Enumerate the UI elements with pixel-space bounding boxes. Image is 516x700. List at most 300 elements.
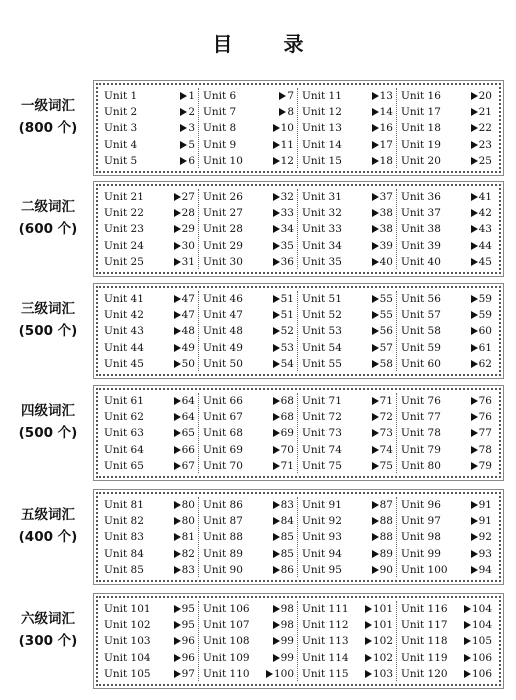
page-reference bbox=[471, 458, 492, 474]
page-number: 102 bbox=[372, 651, 393, 664]
toc-entry[interactable] bbox=[203, 650, 294, 666]
triangle-arrow-icon bbox=[273, 654, 280, 662]
triangle-arrow-icon bbox=[372, 225, 379, 233]
page-reference bbox=[273, 153, 294, 169]
unit-name: Unit 40 bbox=[401, 255, 441, 268]
level-name: 二级词汇 bbox=[21, 199, 75, 215]
unit-name: Unit 114 bbox=[302, 651, 349, 664]
toc-entry[interactable] bbox=[104, 88, 195, 104]
unit-name: Unit 34 bbox=[302, 239, 342, 252]
toc-entry[interactable] bbox=[104, 291, 195, 307]
level-section bbox=[0, 184, 516, 274]
page-number: 34 bbox=[280, 223, 294, 236]
page-number: 85 bbox=[280, 531, 294, 544]
toc-entry[interactable] bbox=[104, 442, 195, 458]
toc-entry[interactable] bbox=[401, 153, 492, 169]
toc-entry[interactable] bbox=[203, 254, 294, 270]
page-number: 52 bbox=[280, 325, 294, 338]
unit-column bbox=[198, 88, 297, 168]
unit-name: Unit 8 bbox=[203, 122, 237, 135]
toc-entry[interactable] bbox=[401, 291, 492, 307]
page-number: 73 bbox=[379, 427, 393, 440]
page-reference bbox=[471, 442, 492, 458]
toc-entry[interactable] bbox=[401, 307, 492, 323]
page-reference bbox=[471, 529, 492, 545]
toc-entry[interactable] bbox=[104, 254, 195, 270]
toc-entry[interactable] bbox=[104, 104, 195, 120]
toc-entry[interactable] bbox=[302, 650, 393, 666]
page-number: 68 bbox=[280, 395, 294, 407]
page-number: 80 bbox=[181, 515, 195, 528]
toc-entry[interactable] bbox=[302, 458, 393, 474]
page-number: 36 bbox=[280, 255, 294, 268]
unit-name: Unit 45 bbox=[104, 357, 144, 370]
unit-column bbox=[396, 393, 495, 473]
toc-entry[interactable] bbox=[302, 153, 393, 169]
page-reference bbox=[464, 601, 492, 617]
page-reference bbox=[174, 601, 195, 617]
page-reference bbox=[273, 650, 294, 666]
triangle-arrow-icon bbox=[180, 108, 187, 116]
toc-entry[interactable] bbox=[401, 497, 492, 513]
toc-entry[interactable] bbox=[203, 393, 294, 409]
page-number: 80 bbox=[181, 499, 195, 511]
unit-name: Unit 104 bbox=[104, 651, 151, 664]
triangle-arrow-icon bbox=[372, 413, 379, 421]
unit-name: Unit 27 bbox=[203, 207, 243, 220]
toc-entry[interactable] bbox=[302, 497, 393, 513]
toc-entry[interactable] bbox=[302, 340, 393, 356]
unit-name: Unit 70 bbox=[203, 459, 243, 472]
level-label bbox=[6, 196, 90, 240]
toc-entry[interactable] bbox=[302, 442, 393, 458]
toc-entry[interactable] bbox=[401, 529, 492, 545]
triangle-arrow-icon bbox=[372, 397, 379, 405]
toc-entry[interactable] bbox=[104, 137, 195, 153]
toc-entry[interactable] bbox=[302, 617, 393, 633]
toc-entry[interactable] bbox=[203, 442, 294, 458]
toc-entry[interactable] bbox=[401, 562, 492, 578]
toc-entry[interactable] bbox=[401, 650, 492, 666]
page-reference bbox=[180, 153, 195, 169]
unit-list-box bbox=[96, 184, 501, 274]
toc-entry[interactable] bbox=[302, 425, 393, 441]
toc-entry[interactable] bbox=[203, 137, 294, 153]
triangle-arrow-icon bbox=[372, 295, 379, 303]
page-reference bbox=[273, 323, 294, 339]
level-section bbox=[0, 492, 516, 582]
page-number: 13 bbox=[379, 90, 393, 102]
unit-name: Unit 1 bbox=[104, 90, 138, 102]
page-number: 58 bbox=[379, 357, 393, 370]
toc-entry[interactable] bbox=[401, 254, 492, 270]
toc-entry[interactable] bbox=[302, 254, 393, 270]
page-number: 86 bbox=[280, 563, 294, 576]
toc-entry[interactable] bbox=[203, 88, 294, 104]
page-number: 102 bbox=[372, 635, 393, 648]
toc-entry[interactable] bbox=[302, 104, 393, 120]
toc-entry[interactable] bbox=[302, 546, 393, 562]
page-number: 76 bbox=[478, 395, 492, 407]
unit-column bbox=[102, 393, 198, 473]
toc-entry[interactable] bbox=[104, 307, 195, 323]
page-title: 目 录 bbox=[212, 32, 326, 56]
toc-entry[interactable] bbox=[401, 458, 492, 474]
toc-entry[interactable] bbox=[104, 633, 195, 649]
toc-entry[interactable] bbox=[203, 153, 294, 169]
toc-entry[interactable] bbox=[203, 291, 294, 307]
toc-entry[interactable] bbox=[203, 307, 294, 323]
page-number: 3 bbox=[188, 122, 195, 135]
toc-entry[interactable] bbox=[104, 546, 195, 562]
toc-entry[interactable] bbox=[104, 221, 195, 237]
page-number: 5 bbox=[188, 138, 195, 151]
toc-entry[interactable] bbox=[302, 323, 393, 339]
unit-name: Unit 77 bbox=[401, 411, 441, 424]
toc-entry[interactable] bbox=[203, 529, 294, 545]
triangle-arrow-icon bbox=[174, 242, 181, 250]
toc-entry[interactable] bbox=[302, 562, 393, 578]
triangle-arrow-icon bbox=[471, 193, 478, 201]
triangle-arrow-icon bbox=[174, 258, 181, 266]
toc-entry[interactable] bbox=[104, 529, 195, 545]
toc-entry[interactable] bbox=[203, 425, 294, 441]
unit-name: Unit 21 bbox=[104, 191, 144, 203]
page-number: 51 bbox=[280, 293, 294, 305]
toc-entry[interactable] bbox=[203, 323, 294, 339]
page-reference bbox=[273, 393, 294, 409]
page-reference bbox=[372, 137, 393, 153]
page-reference bbox=[471, 153, 492, 169]
page-number: 12 bbox=[280, 154, 294, 167]
toc-entry[interactable] bbox=[203, 356, 294, 372]
triangle-arrow-icon bbox=[372, 429, 379, 437]
triangle-arrow-icon bbox=[471, 242, 478, 250]
page-reference bbox=[372, 442, 393, 458]
toc-entry[interactable] bbox=[104, 189, 195, 205]
triangle-arrow-icon bbox=[273, 446, 280, 454]
toc-entry[interactable] bbox=[401, 137, 492, 153]
toc-entry[interactable] bbox=[104, 153, 195, 169]
toc-entry[interactable] bbox=[302, 189, 393, 205]
unit-name: Unit 97 bbox=[401, 515, 441, 528]
toc-entry[interactable] bbox=[203, 120, 294, 136]
toc-entry[interactable] bbox=[104, 323, 195, 339]
unit-name: Unit 91 bbox=[302, 499, 342, 511]
triangle-arrow-icon bbox=[273, 344, 280, 352]
triangle-arrow-icon bbox=[174, 327, 181, 335]
triangle-arrow-icon bbox=[372, 311, 379, 319]
page-number: 64 bbox=[181, 411, 195, 424]
page-reference bbox=[464, 666, 492, 682]
page-reference bbox=[174, 617, 195, 633]
page-reference bbox=[266, 666, 294, 682]
page-reference bbox=[273, 562, 294, 578]
toc-entry[interactable] bbox=[401, 633, 492, 649]
toc-entry[interactable] bbox=[302, 633, 393, 649]
triangle-arrow-icon bbox=[174, 209, 181, 217]
unit-name: Unit 67 bbox=[203, 411, 243, 424]
page-number: 55 bbox=[379, 309, 393, 322]
toc-entry[interactable] bbox=[104, 562, 195, 578]
toc-entry[interactable] bbox=[104, 340, 195, 356]
toc-entry[interactable] bbox=[302, 666, 393, 682]
toc-entry[interactable] bbox=[104, 120, 195, 136]
toc-entry[interactable] bbox=[104, 205, 195, 221]
toc-entry[interactable] bbox=[401, 617, 492, 633]
toc-entry[interactable] bbox=[401, 546, 492, 562]
toc-entry[interactable] bbox=[302, 409, 393, 425]
page-number: 38 bbox=[379, 223, 393, 236]
toc-entry[interactable] bbox=[104, 650, 195, 666]
page-reference bbox=[174, 529, 195, 545]
triangle-arrow-icon bbox=[273, 637, 280, 645]
toc-entry[interactable] bbox=[203, 617, 294, 633]
toc-entry[interactable] bbox=[203, 189, 294, 205]
toc-entry[interactable] bbox=[401, 425, 492, 441]
toc-entry[interactable] bbox=[203, 633, 294, 649]
page-reference bbox=[471, 497, 492, 513]
page-number: 35 bbox=[280, 239, 294, 252]
page-number: 8 bbox=[287, 106, 294, 119]
toc-entry[interactable] bbox=[203, 497, 294, 513]
page-number: 99 bbox=[280, 651, 294, 664]
toc-entry[interactable] bbox=[104, 458, 195, 474]
unit-name: Unit 106 bbox=[203, 603, 250, 615]
toc-entry[interactable] bbox=[401, 120, 492, 136]
unit-column bbox=[297, 291, 396, 371]
toc-entry[interactable] bbox=[401, 393, 492, 409]
triangle-arrow-icon bbox=[372, 550, 379, 558]
page-number: 51 bbox=[280, 309, 294, 322]
page-number: 101 bbox=[372, 603, 393, 615]
level-section bbox=[0, 596, 516, 686]
triangle-arrow-icon bbox=[471, 141, 478, 149]
toc-entry[interactable] bbox=[401, 340, 492, 356]
unit-name: Unit 38 bbox=[401, 223, 441, 236]
page-number: 106 bbox=[471, 651, 492, 664]
triangle-arrow-icon bbox=[471, 517, 478, 525]
unit-list-box bbox=[96, 492, 501, 582]
page-number: 101 bbox=[372, 619, 393, 632]
toc-entry[interactable] bbox=[401, 356, 492, 372]
toc-entry[interactable] bbox=[203, 601, 294, 617]
page-number: 40 bbox=[379, 255, 393, 268]
toc-entry[interactable] bbox=[401, 104, 492, 120]
triangle-arrow-icon bbox=[180, 92, 187, 100]
unit-name: Unit 112 bbox=[302, 619, 349, 632]
unit-name: Unit 22 bbox=[104, 207, 144, 220]
unit-column bbox=[297, 601, 396, 681]
triangle-arrow-icon bbox=[273, 566, 280, 574]
toc-entry[interactable] bbox=[104, 409, 195, 425]
triangle-arrow-icon bbox=[273, 397, 280, 405]
unit-name: Unit 56 bbox=[401, 293, 441, 305]
page-number: 70 bbox=[280, 443, 294, 456]
unit-name: Unit 84 bbox=[104, 547, 144, 560]
page-number: 83 bbox=[280, 499, 294, 511]
toc-entry[interactable] bbox=[302, 137, 393, 153]
unit-name: Unit 17 bbox=[401, 106, 441, 119]
toc-entry[interactable] bbox=[203, 666, 294, 682]
toc-entry[interactable] bbox=[104, 425, 195, 441]
level-label bbox=[6, 608, 90, 652]
toc-entry[interactable] bbox=[302, 205, 393, 221]
unit-name: Unit 103 bbox=[104, 635, 151, 648]
unit-name: Unit 96 bbox=[401, 499, 441, 511]
page-number: 93 bbox=[478, 547, 492, 560]
toc-entry[interactable] bbox=[203, 340, 294, 356]
toc-entry[interactable] bbox=[104, 666, 195, 682]
toc-entry[interactable] bbox=[401, 88, 492, 104]
toc-entry[interactable] bbox=[401, 238, 492, 254]
triangle-arrow-icon bbox=[372, 327, 379, 335]
toc-entry[interactable] bbox=[302, 88, 393, 104]
toc-entry[interactable] bbox=[302, 356, 393, 372]
toc-entry[interactable] bbox=[401, 323, 492, 339]
triangle-arrow-icon bbox=[471, 397, 478, 405]
toc-entry[interactable] bbox=[401, 601, 492, 617]
unit-name: Unit 79 bbox=[401, 443, 441, 456]
triangle-arrow-icon bbox=[273, 360, 280, 368]
toc-entry[interactable] bbox=[104, 497, 195, 513]
unit-name: Unit 20 bbox=[401, 154, 441, 167]
triangle-arrow-icon bbox=[180, 157, 187, 165]
page-reference bbox=[372, 189, 393, 205]
triangle-arrow-icon bbox=[471, 92, 478, 100]
unit-name: Unit 109 bbox=[203, 651, 250, 664]
page-reference bbox=[273, 356, 294, 372]
unit-name: Unit 42 bbox=[104, 309, 144, 322]
triangle-arrow-icon bbox=[174, 429, 181, 437]
toc-entry[interactable] bbox=[203, 562, 294, 578]
page-number: 20 bbox=[478, 90, 492, 102]
toc-entry[interactable] bbox=[104, 617, 195, 633]
page-reference bbox=[174, 356, 195, 372]
toc-entry[interactable] bbox=[302, 529, 393, 545]
page-reference bbox=[273, 425, 294, 441]
page-number: 1 bbox=[188, 90, 195, 102]
toc-entry[interactable] bbox=[104, 513, 195, 529]
triangle-arrow-icon bbox=[471, 157, 478, 165]
unit-column bbox=[198, 189, 297, 269]
unit-name: Unit 71 bbox=[302, 395, 342, 407]
unit-name: Unit 90 bbox=[203, 563, 243, 576]
page-reference bbox=[174, 205, 195, 221]
page-number: 11 bbox=[280, 138, 294, 151]
triangle-arrow-icon bbox=[273, 124, 280, 132]
toc-entry[interactable] bbox=[302, 307, 393, 323]
unit-name: Unit 69 bbox=[203, 443, 243, 456]
toc-entry[interactable] bbox=[203, 238, 294, 254]
page-reference bbox=[372, 529, 393, 545]
toc-entry[interactable] bbox=[401, 409, 492, 425]
page-reference bbox=[273, 409, 294, 425]
toc-entry[interactable] bbox=[401, 513, 492, 529]
triangle-arrow-icon bbox=[273, 209, 280, 217]
page-number: 60 bbox=[478, 325, 492, 338]
unit-list-box bbox=[96, 388, 501, 478]
triangle-arrow-icon bbox=[471, 360, 478, 368]
triangle-arrow-icon bbox=[372, 108, 379, 116]
triangle-arrow-icon bbox=[174, 360, 181, 368]
unit-name: Unit 30 bbox=[203, 255, 243, 268]
toc-entry[interactable] bbox=[302, 291, 393, 307]
toc-entry[interactable] bbox=[401, 221, 492, 237]
unit-name: Unit 115 bbox=[302, 667, 349, 680]
toc-entry[interactable] bbox=[104, 238, 195, 254]
toc-entry[interactable] bbox=[302, 221, 393, 237]
level-label bbox=[6, 504, 90, 548]
toc-entry[interactable] bbox=[203, 513, 294, 529]
triangle-arrow-icon bbox=[174, 566, 181, 574]
page-number: 92 bbox=[478, 531, 492, 544]
unit-name: Unit 13 bbox=[302, 122, 342, 135]
page-number: 90 bbox=[379, 563, 393, 576]
toc-entry[interactable] bbox=[401, 205, 492, 221]
toc-entry[interactable] bbox=[401, 189, 492, 205]
toc-entry[interactable] bbox=[203, 546, 294, 562]
page-reference bbox=[372, 291, 393, 307]
triangle-arrow-icon bbox=[372, 360, 379, 368]
toc-entry[interactable] bbox=[302, 601, 393, 617]
unit-name: Unit 31 bbox=[302, 191, 342, 203]
page-number: 61 bbox=[478, 341, 492, 354]
unit-name: Unit 92 bbox=[302, 515, 342, 528]
level-label bbox=[6, 298, 90, 342]
triangle-arrow-icon bbox=[471, 225, 478, 233]
toc-entry[interactable] bbox=[302, 238, 393, 254]
toc-entry[interactable] bbox=[203, 104, 294, 120]
toc-entry[interactable] bbox=[203, 458, 294, 474]
toc-entry[interactable] bbox=[302, 513, 393, 529]
page-reference bbox=[174, 254, 195, 270]
page-reference bbox=[180, 104, 195, 120]
page-number: 67 bbox=[181, 459, 195, 472]
page-number: 44 bbox=[478, 239, 492, 252]
level-name: 三级词汇 bbox=[21, 301, 75, 317]
toc-entry[interactable] bbox=[401, 442, 492, 458]
unit-name: Unit 4 bbox=[104, 138, 138, 151]
toc-entry[interactable] bbox=[203, 205, 294, 221]
page-reference bbox=[174, 425, 195, 441]
toc-entry[interactable] bbox=[302, 120, 393, 136]
toc-entry[interactable] bbox=[203, 409, 294, 425]
triangle-arrow-icon bbox=[471, 413, 478, 421]
toc-entry[interactable] bbox=[104, 601, 195, 617]
toc-entry[interactable] bbox=[104, 393, 195, 409]
page-number: 28 bbox=[181, 207, 195, 220]
toc-entry[interactable] bbox=[302, 393, 393, 409]
page-reference bbox=[180, 88, 195, 104]
page-number: 87 bbox=[379, 499, 393, 511]
unit-list-box bbox=[96, 286, 501, 376]
triangle-arrow-icon bbox=[273, 550, 280, 558]
toc-entry[interactable] bbox=[203, 221, 294, 237]
page-number: 97 bbox=[181, 667, 195, 680]
page-reference bbox=[273, 601, 294, 617]
level-name: 一级词汇 bbox=[21, 98, 75, 114]
unit-name: Unit 51 bbox=[302, 293, 342, 305]
page-reference bbox=[471, 307, 492, 323]
toc-entry[interactable] bbox=[401, 666, 492, 682]
toc-entry[interactable] bbox=[104, 356, 195, 372]
page-number: 39 bbox=[379, 239, 393, 252]
triangle-arrow-icon bbox=[365, 621, 372, 629]
unit-column bbox=[396, 189, 495, 269]
page-reference bbox=[471, 409, 492, 425]
page-reference bbox=[365, 650, 393, 666]
